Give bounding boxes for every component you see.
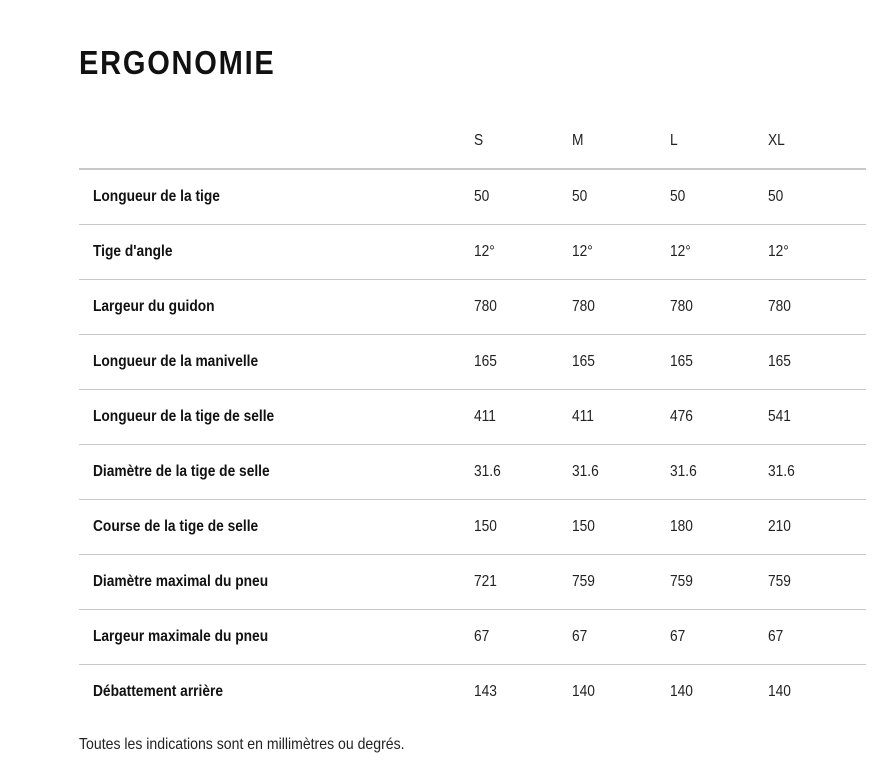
row-label-text: Tige d'angle	[93, 243, 173, 260]
row-label-text: Longueur de la tige	[93, 188, 220, 205]
value-cell-s	[474, 280, 572, 335]
table-row	[79, 610, 866, 665]
row-label	[79, 555, 474, 610]
cell-value: 150	[474, 518, 497, 535]
value-cell-l	[670, 280, 768, 335]
cell-value: 67	[768, 628, 784, 645]
value-cell-xl	[768, 665, 866, 720]
table-row	[79, 500, 866, 555]
row-label-text: Débattement arrière	[93, 683, 224, 700]
header-size-s	[474, 113, 572, 169]
value-cell-l	[670, 555, 768, 610]
cell-value: 50	[474, 188, 490, 205]
value-cell-m	[572, 665, 670, 720]
cell-value: 780	[474, 298, 497, 315]
row-label	[79, 390, 474, 445]
cell-value: 210	[768, 518, 791, 535]
header-label-column	[79, 113, 474, 169]
cell-value: 67	[474, 628, 490, 645]
header-size-xl	[768, 113, 866, 169]
row-label	[79, 169, 474, 225]
value-cell-xl	[768, 500, 866, 555]
value-cell-l	[670, 169, 768, 225]
table-row	[79, 280, 866, 335]
cell-value: 50	[768, 188, 784, 205]
page-title: ERGONOMIE	[79, 44, 276, 81]
cell-value: 411	[474, 408, 496, 425]
value-cell-l	[670, 445, 768, 500]
table-row	[79, 169, 866, 225]
table-row	[79, 335, 866, 390]
row-label-text: Diamètre maximal du pneu	[93, 573, 269, 590]
footnote: Toutes les indications sont en millimètres ou degrés.	[79, 736, 405, 753]
header-size-l	[670, 113, 768, 169]
value-cell-m	[572, 445, 670, 500]
value-cell-xl	[768, 445, 866, 500]
cell-value: 12°	[768, 243, 789, 260]
cell-value: 31.6	[474, 463, 501, 480]
row-label	[79, 500, 474, 555]
cell-value: 12°	[670, 243, 691, 260]
cell-value: 12°	[474, 243, 495, 260]
cell-value: 165	[572, 353, 595, 370]
value-cell-l	[670, 335, 768, 390]
value-cell-s	[474, 445, 572, 500]
value-cell-s	[474, 500, 572, 555]
row-label	[79, 445, 474, 500]
value-cell-m	[572, 280, 670, 335]
header-size-xl-label: XL	[768, 131, 785, 149]
value-cell-xl	[768, 280, 866, 335]
cell-value: 12°	[572, 243, 593, 260]
value-cell-s	[474, 335, 572, 390]
header-size-l-label: L	[670, 131, 678, 149]
row-label-text: Longueur de la tige de selle	[93, 408, 275, 425]
cell-value: 780	[572, 298, 595, 315]
cell-value: 50	[572, 188, 588, 205]
table-row	[79, 445, 866, 500]
row-label-text: Diamètre de la tige de selle	[93, 463, 270, 480]
value-cell-m	[572, 500, 670, 555]
value-cell-m	[572, 169, 670, 225]
header-size-m	[572, 113, 670, 169]
cell-value: 780	[670, 298, 693, 315]
value-cell-xl	[768, 335, 866, 390]
cell-value: 31.6	[572, 463, 599, 480]
cell-value: 140	[572, 683, 595, 700]
row-label-text: Course de la tige de selle	[93, 518, 259, 535]
cell-value: 759	[670, 573, 693, 590]
cell-value: 165	[768, 353, 791, 370]
value-cell-s	[474, 225, 572, 280]
value-cell-l	[670, 225, 768, 280]
value-cell-xl	[768, 555, 866, 610]
cell-value: 67	[670, 628, 686, 645]
value-cell-m	[572, 555, 670, 610]
value-cell-l	[670, 390, 768, 445]
row-label	[79, 280, 474, 335]
cell-value: 143	[474, 683, 497, 700]
value-cell-xl	[768, 225, 866, 280]
value-cell-s	[474, 665, 572, 720]
table-row	[79, 665, 866, 720]
row-label-text: Largeur maximale du pneu	[93, 628, 269, 645]
value-cell-m	[572, 335, 670, 390]
value-cell-l	[670, 610, 768, 665]
row-label	[79, 665, 474, 720]
header-size-s-label: S	[474, 131, 484, 149]
row-label-text: Largeur du guidon	[93, 298, 215, 315]
row-label	[79, 225, 474, 280]
table-row	[79, 555, 866, 610]
value-cell-l	[670, 500, 768, 555]
table-header-row	[79, 113, 866, 169]
value-cell-s	[474, 169, 572, 225]
cell-value: 759	[768, 573, 791, 590]
value-cell-xl	[768, 169, 866, 225]
cell-value: 31.6	[670, 463, 697, 480]
cell-value: 165	[474, 353, 497, 370]
cell-value: 411	[572, 408, 594, 425]
value-cell-xl	[768, 390, 866, 445]
header-size-m-label: M	[572, 131, 584, 149]
value-cell-xl	[768, 610, 866, 665]
cell-value: 50	[670, 188, 686, 205]
cell-value: 67	[572, 628, 588, 645]
cell-value: 721	[474, 573, 497, 590]
value-cell-l	[670, 665, 768, 720]
row-label-text: Longueur de la manivelle	[93, 353, 259, 370]
cell-value: 140	[670, 683, 693, 700]
cell-value: 150	[572, 518, 595, 535]
table-row	[79, 225, 866, 280]
cell-value: 541	[768, 408, 791, 425]
value-cell-m	[572, 390, 670, 445]
row-label	[79, 610, 474, 665]
table-body	[79, 169, 866, 719]
cell-value: 780	[768, 298, 791, 315]
value-cell-m	[572, 610, 670, 665]
cell-value: 476	[670, 408, 693, 425]
cell-value: 180	[670, 518, 693, 535]
value-cell-s	[474, 390, 572, 445]
cell-value: 165	[670, 353, 693, 370]
value-cell-s	[474, 610, 572, 665]
cell-value: 31.6	[768, 463, 795, 480]
table-row	[79, 390, 866, 445]
cell-value: 140	[768, 683, 791, 700]
cell-value: 759	[572, 573, 595, 590]
value-cell-m	[572, 225, 670, 280]
row-label	[79, 335, 474, 390]
ergonomics-table	[79, 113, 866, 719]
value-cell-s	[474, 555, 572, 610]
